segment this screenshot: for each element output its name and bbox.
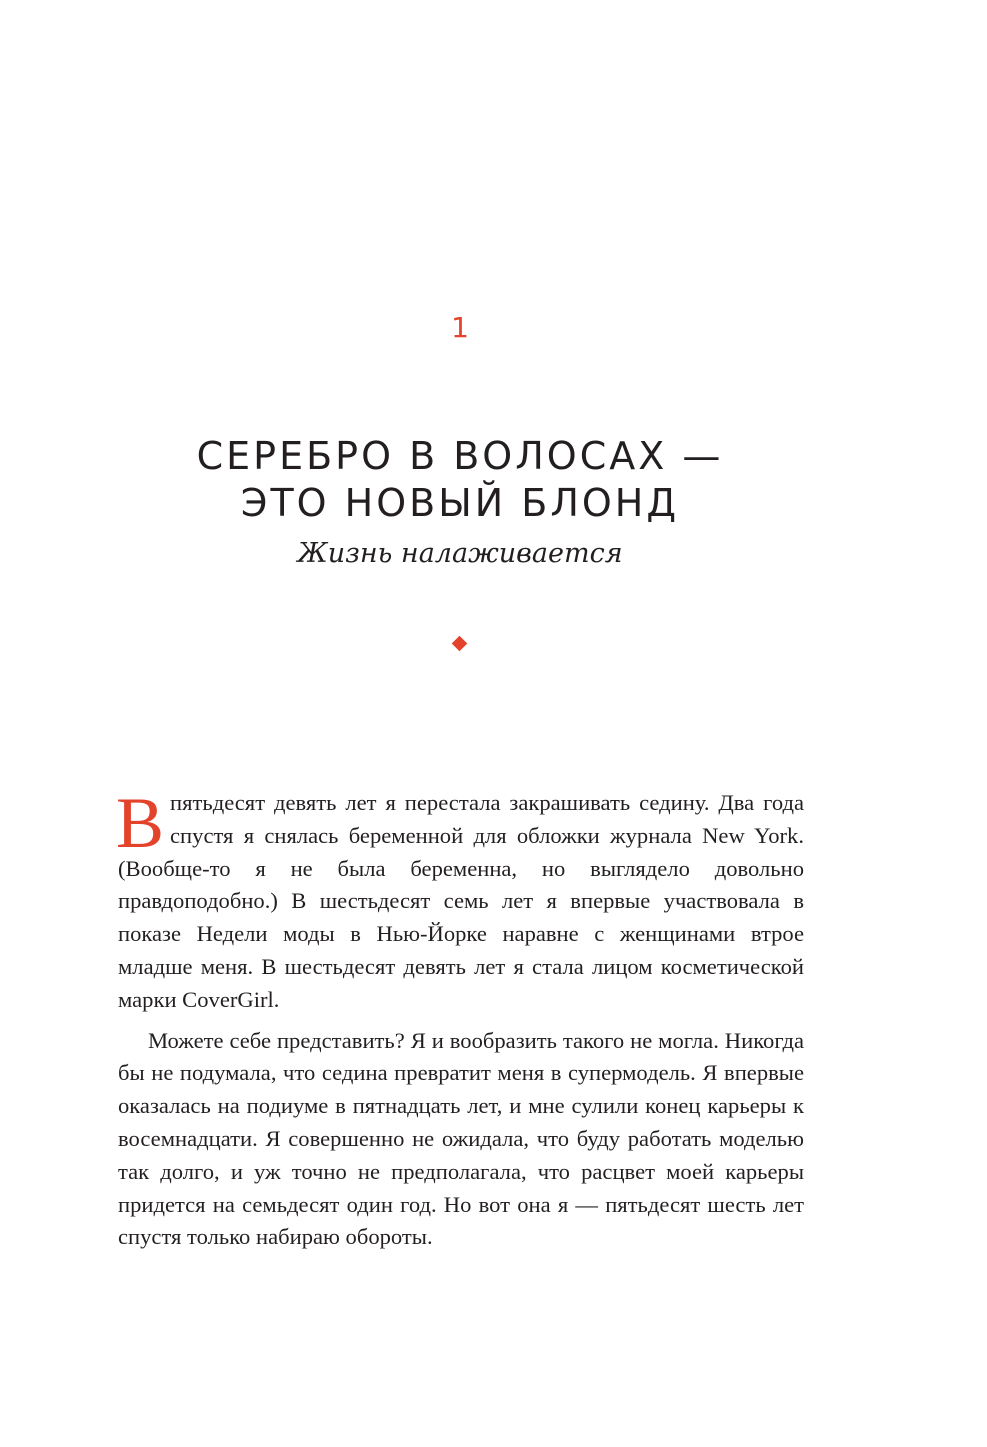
chapter-title-line-2: ЭТО НОВЫЙ БЛОНД — [240, 481, 680, 526]
paragraph-1 — [116, 783, 804, 1017]
body-text — [116, 783, 804, 1254]
chapter-title — [0, 433, 920, 527]
chapter-title-line-1: СЕРЕБРО В ВОЛОСАХ — — [196, 434, 724, 479]
chapter-number: 1 — [451, 311, 469, 344]
diamond-ornament-icon — [452, 636, 468, 652]
paragraph-1-text: пятьдесят девять лет я перестала закрашивать седину. Два года спустя я снялась беременной для обложки журнала New York. (Вообще-то я не была беременна, но выглядело довольно правдоподобно.) В шестьдесят семь лет я впервые участвовала в показе Недели моды в Нью-Йорке наравне с женщинами втрое младше меня. В шестьдесят девять лет я стала лицом косметической марки CoverGirl. — [118, 790, 804, 1012]
chapter-subtitle: Жизнь налаживается — [297, 538, 623, 569]
drop-cap: В — [116, 783, 165, 863]
paragraph-2: Можете себе представить? Я и вообразить такого не могла. Никогда бы не подумала, что седина превратит меня в супермодель. Я впервые оказалась на подиуме в пятнадцать лет, и мне сулили конец карьеры к восемнадцати. Я совершенно не ожидала, что буду работать моделью так долго, и уж точно не предполагала, что расцвет моей карьеры придется на семьдесят один год. Но вот она я — пятьдесят шесть лет спустя только набираю обороты. — [118, 1027, 804, 1250]
